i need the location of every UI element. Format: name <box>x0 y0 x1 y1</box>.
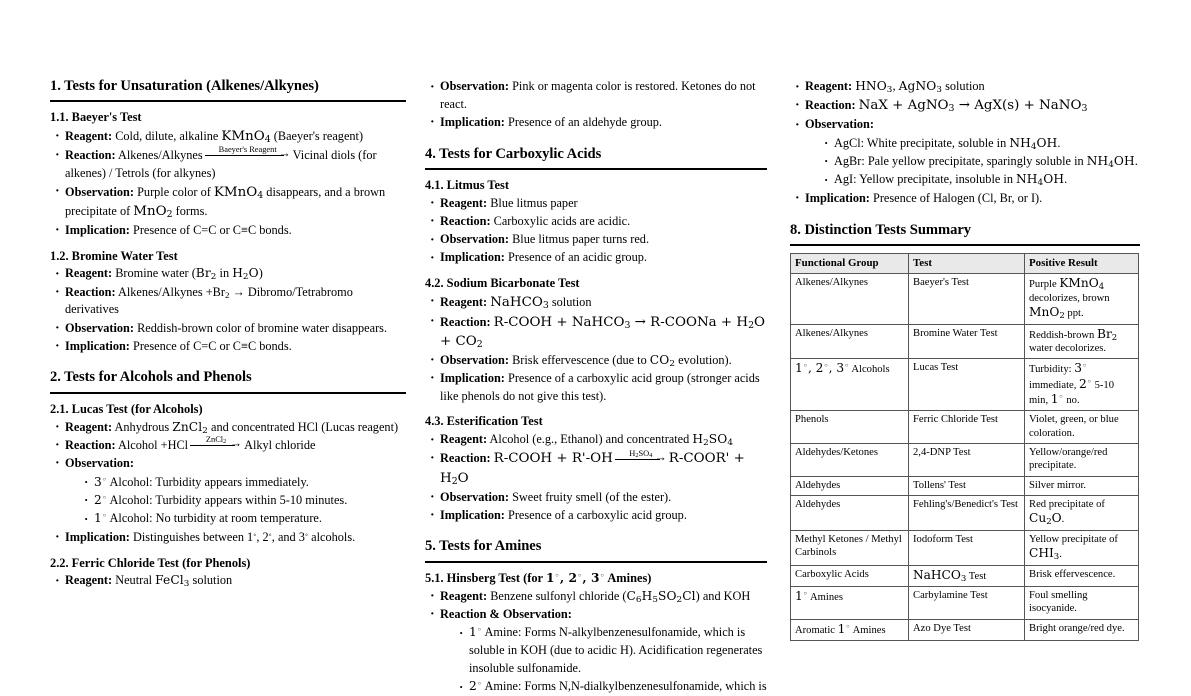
column-1 <box>50 78 406 626</box>
reagent-text-pre: Benzene sulfonyl chloride ( <box>490 588 627 603</box>
reaction-lhs: Alcohol +HCl <box>117 437 189 452</box>
precipitate-text-pre: AgI: Yellow precipitate, insoluble in <box>834 172 1017 187</box>
reaction-item <box>54 284 406 319</box>
reagent-text-pre: Alcohol (e.g., Ethanol) and concentrated <box>489 432 693 447</box>
arrow-shaft <box>615 459 660 460</box>
observation-label: Observation: <box>805 117 874 131</box>
cell-test: Fehling's/Benedict's Test <box>909 496 1025 531</box>
observation-item <box>54 183 406 222</box>
degree-1: 1◦ <box>837 621 851 636</box>
heading-post: Amines) <box>604 570 652 585</box>
reagent-text-post: solution <box>548 294 592 309</box>
table-row <box>791 565 1139 586</box>
table-row <box>791 444 1139 477</box>
reaction-label: Reaction: <box>440 213 491 228</box>
reagent-label: Reagent: <box>65 129 113 144</box>
implication-text: Presence of C=C or C≡C bonds. <box>132 222 292 237</box>
reagent-text-pre: Neutral <box>115 573 156 588</box>
result-part: Purple <box>1029 279 1060 291</box>
observation-sub-item <box>83 492 406 510</box>
reaction-equation: NaX + AgNO$_3$ → AgX(s) + NaNO$_3$ <box>858 98 1088 115</box>
observation-item <box>54 320 406 338</box>
degree-2: 2◦ <box>1079 376 1092 391</box>
reagent-text-post: solution <box>942 79 985 93</box>
cell-test: 2,4-DNP Test <box>909 444 1025 477</box>
cell-functional-group: Alkenes/Alkynes <box>791 324 909 359</box>
result-part: immediate, <box>1029 379 1080 391</box>
continued-test-list <box>429 78 767 132</box>
result-part: ppt. <box>1064 308 1084 320</box>
test-4-3-list <box>429 431 767 524</box>
degree-2: 2◦ <box>94 492 108 507</box>
reaction-label: Reaction: <box>440 314 491 329</box>
cell-functional-group: Aldehydes <box>791 476 909 495</box>
observation-text: Reddish-brown color of bromine water disappears. <box>137 320 388 335</box>
subsection-heading-4-2: 4.2. Sodium Bicarbonate Test <box>425 276 580 291</box>
reagent-label: Reagent: <box>65 573 113 588</box>
implication-label: Implication: <box>65 338 130 353</box>
column-header-test: Test <box>909 253 1025 274</box>
test-1-1-list <box>54 127 406 240</box>
amine-sub-text: Amine: Forms N-alkylbenzenesulfonamide, which is soluble in KOH (due to acidic H). Acidification regenerates insoluble sulfonamide. <box>469 625 763 675</box>
result-part: Reddish-brown <box>1029 329 1097 341</box>
observation-item <box>54 455 406 528</box>
table-row <box>791 530 1139 565</box>
reaction-text: Alkenes/Alkynes $+Br_2$ → Dibromo/Tetrabromo derivatives <box>65 284 353 317</box>
observation-label: Observation: <box>65 184 134 199</box>
chem-nahco3: NaHCO$_3$ <box>490 294 549 311</box>
chem-br2: $Br_2$ <box>1096 326 1118 343</box>
chem-h2so4: $H_2SO_4$ <box>692 432 734 449</box>
column-header-functional-group: Functional Group <box>791 253 909 274</box>
implication-item <box>429 370 767 405</box>
reagent-item <box>429 293 767 312</box>
reagent-text-pre: Bromine water ( <box>115 266 196 281</box>
implication-item <box>429 249 767 267</box>
table-row <box>791 476 1139 495</box>
subsection-heading-2-1: 2.1. Lucas Test (for Alcohols) <box>50 401 203 416</box>
test-4-2-list <box>429 293 767 406</box>
table-row <box>791 619 1139 640</box>
column-3 <box>790 78 1140 636</box>
reaction-label: Reaction: <box>440 451 491 466</box>
test-2-2-list <box>54 572 406 590</box>
reagent-text-post: (Baeyer's reagent) <box>270 129 364 144</box>
observation-text: Sweet fruity smell (of the ester). <box>512 489 672 504</box>
section-heading-8: 8. Distinction Tests Summary <box>790 222 1140 246</box>
precipitate-text-post: . <box>1057 135 1061 150</box>
chem-co2: $CO_2$ <box>649 352 676 369</box>
table-row <box>791 586 1139 619</box>
arrow-shaft <box>205 155 284 156</box>
observation-label: Observation: <box>440 352 509 367</box>
reaction-lhs: Alkenes/Alkynes <box>117 147 203 162</box>
reagent-item <box>54 265 406 283</box>
observation-text: Pink or magenta color is restored. Ketones do not react. <box>440 79 756 111</box>
table-header-row <box>791 253 1139 274</box>
test-4-1-list <box>429 195 767 267</box>
reaction-rhs: Vicinal diols (for alkenes) / Tetrols (for alkynes) <box>65 147 377 180</box>
observation-item <box>429 352 767 370</box>
cell-positive-result: Bright orange/red dye. <box>1025 619 1139 640</box>
degree-1: 1◦ <box>795 588 808 603</box>
chem-nh4oh: $NH_4OH$ <box>1016 172 1065 189</box>
observation-sub-text: Alcohol: No turbidity at room temperature. <box>107 511 322 526</box>
implication-label: Implication: <box>440 250 505 265</box>
observation-label: Observation: <box>65 320 134 335</box>
precipitate-item <box>823 171 1140 189</box>
implication-text: Distinguishes between 1◦, 2◦, and 3◦ alcohols. <box>132 529 356 544</box>
subsection-heading-2-2: 2.2. Ferric Chloride Test (for Phenols) <box>50 555 251 570</box>
table-row <box>791 274 1139 324</box>
precipitate-text-post: . <box>1134 153 1138 168</box>
chem-br2: $Br_2$ <box>195 266 217 283</box>
chem-kmno4: KMnO$_4$ <box>213 184 264 201</box>
cell-test: Baeyer's Test <box>909 274 1025 324</box>
observation-sub-item <box>83 474 406 492</box>
table-row <box>791 359 1139 411</box>
implication-item <box>794 190 1140 208</box>
precipitate-item <box>823 153 1140 171</box>
amine-sub-text: Amine: Forms N,N-dialkylbenzenesulfonamide, which is <box>482 679 767 694</box>
degree-2: 2◦ <box>469 679 483 694</box>
observation-sub-text: Alcohol: Turbidity appears immediately. <box>107 474 309 489</box>
reaction-label: Reaction: <box>65 284 116 299</box>
precipitate-sublist <box>823 135 1140 189</box>
observation-text: Blue litmus paper turns red. <box>512 232 650 247</box>
result-part: water decolorizes. <box>1029 342 1107 354</box>
implication-item <box>54 529 406 547</box>
observation-item <box>429 489 767 507</box>
chem-kmno4: KMnO$_4$ <box>1059 276 1105 293</box>
subsection-heading-5-1 <box>425 571 767 586</box>
section-heading-5: 5. Tests for Amines <box>425 538 767 562</box>
reagent-text-mid: in <box>216 266 233 281</box>
implication-text: Presence of an aldehyde group. <box>507 114 662 129</box>
implication-label: Implication: <box>440 370 505 385</box>
observation-label: Observation: <box>440 79 509 93</box>
cell-test: NaHCO$_3$ Test <box>909 565 1025 586</box>
reagent-label: Reagent: <box>440 588 488 603</box>
chem-fecl3: FeCl$_3$ <box>155 573 190 590</box>
cell-functional-group: Phenols <box>791 411 909 444</box>
chem-mno2: MnO$_2$ <box>1029 305 1065 322</box>
chem-nh4oh: $NH_4OH$ <box>1009 135 1058 152</box>
table-row <box>791 496 1139 531</box>
reaction-arrow <box>190 434 243 450</box>
amine-sublist <box>458 624 767 695</box>
reaction-item <box>429 213 767 231</box>
result-part: Red precipitate of <box>1029 499 1105 511</box>
reagent-item <box>794 78 1140 96</box>
result-part: Turbidity: <box>1029 364 1075 376</box>
reaction-observation-label: Reaction & Observation: <box>440 606 572 621</box>
subsection-heading-4-1: 4.1. Litmus Test <box>425 177 509 192</box>
cell-test: Tollens' Test <box>909 476 1025 495</box>
arrow-head-icon: → <box>278 146 291 161</box>
reagent-text-post: and concentrated HCl (Lucas reagent) <box>207 419 399 434</box>
reagent-text-post: ) <box>258 266 263 281</box>
cell-positive-result: Turbidity: 3◦ immediate, 2◦ 5-10 min, 1◦ no. <box>1025 359 1139 411</box>
cell-positive-result <box>1025 274 1139 324</box>
reaction-item <box>54 144 406 182</box>
reaction-lhs: R-COOH + R'-OH <box>493 451 613 467</box>
reaction-item <box>429 449 767 488</box>
reaction-item <box>54 434 406 455</box>
test-5-1-list <box>429 588 767 696</box>
cell-functional-group: Alkenes/Alkynes <box>791 274 909 324</box>
cell-test: Iodoform Test <box>909 530 1025 565</box>
chem-mno2: MnO$_2$ <box>133 204 173 221</box>
reagent-text-pre: Anhydrous <box>114 419 173 434</box>
observation-label: Observation: <box>65 455 134 470</box>
result-part: . <box>1061 514 1065 526</box>
cell-positive-result: Foul smelling isocyanide. <box>1025 586 1139 619</box>
implication-text: Presence of a carboxylic acid group. <box>507 507 687 522</box>
reagent-label: Reagent: <box>440 294 488 309</box>
heading-pre: 5.1. Hinsberg Test (for <box>425 570 546 585</box>
reagent-item <box>54 572 406 590</box>
reagent-text-pre: Cold, dilute, alkaline <box>115 129 222 144</box>
reagent-label: Reagent: <box>440 432 488 447</box>
section-heading-1: 1. Tests for Unsaturation (Alkenes/Alkynes) <box>50 78 406 102</box>
implication-text: Presence of an acidic group. <box>507 250 647 265</box>
observation-item <box>794 116 1140 189</box>
distinction-tests-table <box>790 253 1139 641</box>
cell-positive-result <box>1025 496 1139 531</box>
implication-label: Implication: <box>805 190 870 205</box>
reaction-rhs: Alkyl chloride <box>244 437 316 452</box>
reaction-label: Reaction: <box>65 147 116 162</box>
reaction-item <box>794 96 1140 115</box>
continued-halogen-test-list <box>794 78 1140 208</box>
implication-item <box>429 114 767 132</box>
chem-chi3: $CHI_3$ <box>1029 546 1060 563</box>
chem-h2o: $H_2O$ <box>232 266 259 283</box>
reaction-arrow <box>205 144 291 161</box>
reaction-text: Carboxylic acids are acidic. <box>493 213 631 228</box>
reagent-item <box>429 195 767 213</box>
column-2 <box>425 78 767 694</box>
reagent-label: Reagent: <box>65 419 113 434</box>
implication-label: Implication: <box>65 529 130 544</box>
reaction-arrow-label: $H_2SO_4$ <box>629 448 653 459</box>
implication-text: Presence of a carboxylic acid group (stronger acids like phenols do not give this test). <box>440 370 760 403</box>
cell-positive-result <box>1025 530 1139 565</box>
observation-item <box>429 231 767 249</box>
subsection-heading-1-2: 1.2. Bromine Water Test <box>50 248 178 263</box>
implication-label: Implication: <box>65 222 130 237</box>
precipitate-text-pre: AgBr: Pale yellow precipitate, sparingly soluble in <box>834 153 1087 168</box>
observation-text-post: evolution). <box>675 352 732 367</box>
chem-zncl2: ZnCl$_2$ <box>172 419 208 436</box>
observation-item <box>429 78 767 113</box>
cell-functional-group: Carboxylic Acids <box>791 565 909 586</box>
result-part: . <box>1059 549 1062 561</box>
table-row <box>791 324 1139 359</box>
column-header-positive-result: Positive Result <box>1025 253 1139 274</box>
cell-test: Azo Dye Test <box>909 619 1025 640</box>
reaction-arrow-label: ZnCl$_2$ <box>205 434 227 446</box>
chem-benzenesulfonyl-chloride: $C_6H_5SO_2Cl$ <box>626 588 696 605</box>
cell-test: Ferric Chloride Test <box>909 411 1025 444</box>
section-heading-4: 4. Tests for Carboxylic Acids <box>425 146 767 170</box>
arrow-head-icon: → <box>229 435 243 450</box>
cell-test: Bromine Water Test <box>909 324 1025 359</box>
reagent-text: Blue litmus paper <box>490 195 578 210</box>
reaction-label: Reaction: <box>65 437 116 452</box>
precipitate-text-post: . <box>1064 172 1068 187</box>
observation-sublist <box>83 474 406 528</box>
cell-functional-group: Methyl Ketones / Methyl Carbinols <box>791 530 909 565</box>
cell-test: Lucas Test <box>909 359 1025 411</box>
cell-positive-result <box>1025 324 1139 359</box>
reagent-item <box>429 431 767 449</box>
reagent-item <box>429 588 767 606</box>
cell-functional-group: Aldehydes/Ketones <box>791 444 909 477</box>
amine-sub-item <box>458 624 767 677</box>
observation-label: Observation: <box>440 489 509 504</box>
cell-positive-result: Brisk effervescence. <box>1025 565 1139 586</box>
subsection-heading-1-1: 1.1. Baeyer's Test <box>50 110 142 125</box>
observation-label: Observation: <box>440 232 509 247</box>
implication-label: Implication: <box>440 114 505 129</box>
degree-3: 3◦ <box>1074 361 1088 376</box>
reaction-equation: R-COOH + NaHCO$_3$ → R-COONa + $H_2O + CO_2$ <box>440 314 766 351</box>
cell-positive-result: Silver mirror. <box>1025 476 1139 495</box>
implication-item <box>54 222 406 240</box>
reaction-arrow-label: Baeyer's Reagent <box>218 144 277 154</box>
reagent-item <box>54 127 406 146</box>
precipitate-text-pre: AgCl: White precipitate, soluble in <box>834 135 1010 150</box>
degree-1: 1◦ <box>1050 392 1064 407</box>
chem-cu2o: $Cu_2O$ <box>1029 511 1062 528</box>
arrow-shaft <box>190 445 235 446</box>
reagent-text-post: ) and KOH <box>695 588 751 603</box>
chem-nh4oh: $NH_4OH$ <box>1086 153 1135 170</box>
chem-agno3: AgNO$_3$ <box>898 79 942 95</box>
degree-1: 1◦ <box>94 511 108 526</box>
subsection-heading-4-3: 4.3. Esterification Test <box>425 414 543 429</box>
test-2-1-list <box>54 419 406 547</box>
reaction-observation-item <box>429 606 767 696</box>
cell-functional-group: 1◦, 2◦, 3◦ Alcohols <box>791 359 909 411</box>
implication-item <box>429 507 767 525</box>
reagent-label: Reagent: <box>805 79 853 93</box>
result-part: Yellow precipitate of <box>1029 533 1118 545</box>
reagent-text-post: solution <box>189 573 233 588</box>
degrees-123: 1◦, 2◦, 3◦ <box>795 361 850 376</box>
cell-positive-result: Violet, green, or blue coloration. <box>1025 411 1139 444</box>
cell-functional-group: Aromatic 1◦ Amines <box>791 619 909 640</box>
implication-text: Presence of C=C or C≡C bonds. <box>132 338 292 353</box>
precipitate-item <box>823 135 1140 153</box>
heading-degrees: 1◦, 2◦, 3◦ <box>545 570 605 585</box>
observation-text-pre: Brisk effervescence (due to <box>512 352 650 367</box>
reaction-arrow <box>615 448 667 464</box>
cell-test: Carbylamine Test <box>909 586 1025 619</box>
amine-sub-item <box>458 678 767 696</box>
reagent-label: Reagent: <box>65 266 113 281</box>
test-1-2-list <box>54 265 406 355</box>
observation-sub-text: Alcohol: Turbidity appears within 5-10 minutes. <box>107 492 348 507</box>
reaction-rhs: R-COOR' + $H_2O$ <box>440 451 745 487</box>
cell-positive-result: Yellow/orange/red precipitate. <box>1025 444 1139 477</box>
observation-text-c: forms. <box>172 204 208 219</box>
result-part: decolorizes, brown <box>1029 292 1110 304</box>
table-row <box>791 411 1139 444</box>
chem-nahco3: NaHCO$_3$ <box>913 567 967 584</box>
observation-sub-item <box>83 510 406 528</box>
chem-kmno4: KMnO$_4$ <box>221 129 271 146</box>
reagent-label: Reagent: <box>440 195 488 210</box>
degree-3: 3◦ <box>94 474 108 489</box>
reaction-label: Reaction: <box>805 98 856 113</box>
implication-item <box>54 338 406 356</box>
cell-functional-group: 1◦ Amines <box>791 586 909 619</box>
arrow-head-icon: → <box>654 449 667 464</box>
degree-1: 1◦ <box>469 625 483 640</box>
implication-text: Presence of Halogen (Cl, Br, or I). <box>872 190 1043 205</box>
chem-hno3: $HNO_3$ <box>855 79 893 95</box>
reagent-item <box>54 419 406 437</box>
observation-text-a: Purple color of <box>137 184 214 199</box>
section-heading-2: 2. Tests for Alcohols and Phenols <box>50 369 406 393</box>
implication-label: Implication: <box>440 507 505 522</box>
observation-text-b: disappears, and a brown precipitate of <box>65 184 386 219</box>
reagent-text-mid: , <box>892 79 899 93</box>
reaction-item <box>429 313 767 352</box>
cell-functional-group: Aldehydes <box>791 496 909 531</box>
